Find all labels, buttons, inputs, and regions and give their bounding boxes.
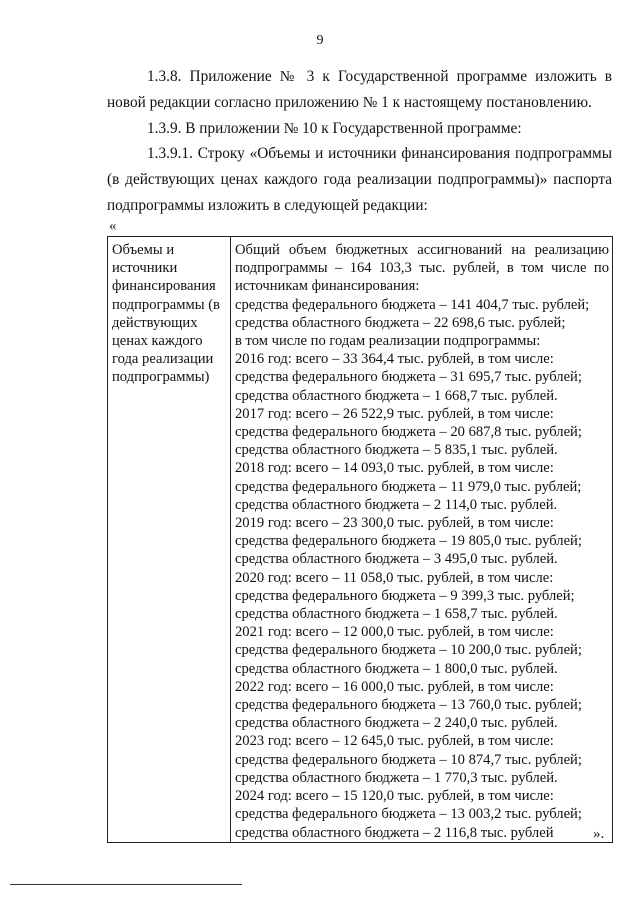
funding-line: средства областного бюджета – 1 800,0 тыс. рублей. xyxy=(235,660,558,677)
funding-line: средства областного бюджета – 2 114,0 тыс. рублей. xyxy=(235,496,558,513)
funding-line: средства областного бюджета – 1 668,7 тыс. рублей. xyxy=(235,387,558,404)
table-label-cell: Объемы и источники финансирования подпрограммы (в действующих ценах каждого года реализации подпрограммы) xyxy=(108,237,231,843)
funding-line: средства федерального бюджета – 9 399,3 тыс. рублей; xyxy=(235,587,575,604)
funding-line: средства федерального бюджета – 10 200,0 тыс. рублей; xyxy=(235,642,582,659)
funding-line: 2021 год: всего – 12 000,0 тыс. рублей, в том числе: xyxy=(235,624,554,641)
funding-line: средства областного бюджета – 1 658,7 тыс. рублей. xyxy=(235,606,558,623)
funding-line: средства федерального бюджета – 11 979,0 тыс. рублей; xyxy=(235,478,582,495)
funding-lines xyxy=(235,296,609,842)
funding-line: 2018 год: всего – 14 093,0 тыс. рублей, в том числе: xyxy=(235,460,554,477)
funding-line: средства федерального бюджета – 13 003,2 тыс. рублей; xyxy=(235,806,582,823)
funding-line: 2023 год: всего – 12 645,0 тыс. рублей, в том числе: xyxy=(235,733,554,750)
funding-line: средства областного бюджета – 5 835,1 тыс. рублей. xyxy=(235,442,558,459)
funding-line: 2022 год: всего – 16 000,0 тыс. рублей, в том числе: xyxy=(235,678,554,695)
funding-line: 2017 год: всего – 26 522,9 тыс. рублей, в том числе: xyxy=(235,405,554,422)
funding-line: средства областного бюджета – 1 770,3 тыс. рублей. xyxy=(235,769,558,786)
table-row xyxy=(108,237,613,843)
table-value-cell xyxy=(231,237,613,843)
funding-line: 2024 год: всего – 15 120,0 тыс. рублей, в том числе: xyxy=(235,788,554,805)
footnote-divider xyxy=(10,884,242,885)
funding-line: средства областного бюджета – 3 495,0 тыс. рублей. xyxy=(235,551,558,568)
funding-line: средства областного бюджета – 2 116,8 тыс. рублей xyxy=(235,824,554,841)
funding-intro: Общий объем бюджетных ассигнований на реализацию подпрограммы – 164 103,3 тыс. рублей, в том числе по источникам финансирования: xyxy=(235,242,609,295)
funding-line: в том числе по годам реализации подпрограммы: xyxy=(235,333,541,350)
funding-line: средства федерального бюджета – 20 687,8 тыс. рублей; xyxy=(235,424,582,441)
funding-line: средства федерального бюджета – 31 695,7 тыс. рублей; xyxy=(235,369,582,386)
page-number: 9 xyxy=(316,33,324,48)
funding-line: средства областного бюджета – 2 240,0 тыс. рублей. xyxy=(235,715,558,732)
paragraph-1-3-9-1: 1.3.9.1. Строку «Объемы и источники финансирования подпрограммы (в действующих ценах каждого года реализации подпрограммы)» паспорта подпрограммы изложить в следующей редакции: xyxy=(107,145,612,214)
funding-table xyxy=(107,236,613,843)
paragraph-1-3-8: 1.3.8. Приложение № 3 к Государственной программе изложить в новой редакции согласно приложению № 1 к настоящему постановлению. xyxy=(107,68,612,111)
closing-quote-mark: ». xyxy=(593,826,605,842)
funding-line: средства федерального бюджета – 19 805,0 тыс. рублей; xyxy=(235,533,582,550)
opening-quote-mark: « xyxy=(109,218,117,234)
funding-line: средства федерального бюджета – 13 760,0 тыс. рублей; xyxy=(235,697,582,714)
funding-line: средства федерального бюджета – 10 874,7 тыс. рублей; xyxy=(235,751,582,768)
funding-line: 2016 год: всего – 33 364,4 тыс. рублей, в том числе: xyxy=(235,351,554,368)
funding-line: 2020 год: всего – 11 058,0 тыс. рублей, в том числе: xyxy=(235,569,554,586)
paragraph-1-3-9: 1.3.9. В приложении № 10 к Государственной программе: xyxy=(147,120,522,137)
funding-line: средства федерального бюджета – 141 404,7 тыс. рублей; xyxy=(235,296,590,313)
funding-line: 2019 год: всего – 23 300,0 тыс. рублей, в том числе: xyxy=(235,515,554,532)
funding-line: средства областного бюджета – 22 698,6 тыс. рублей; xyxy=(235,314,566,331)
